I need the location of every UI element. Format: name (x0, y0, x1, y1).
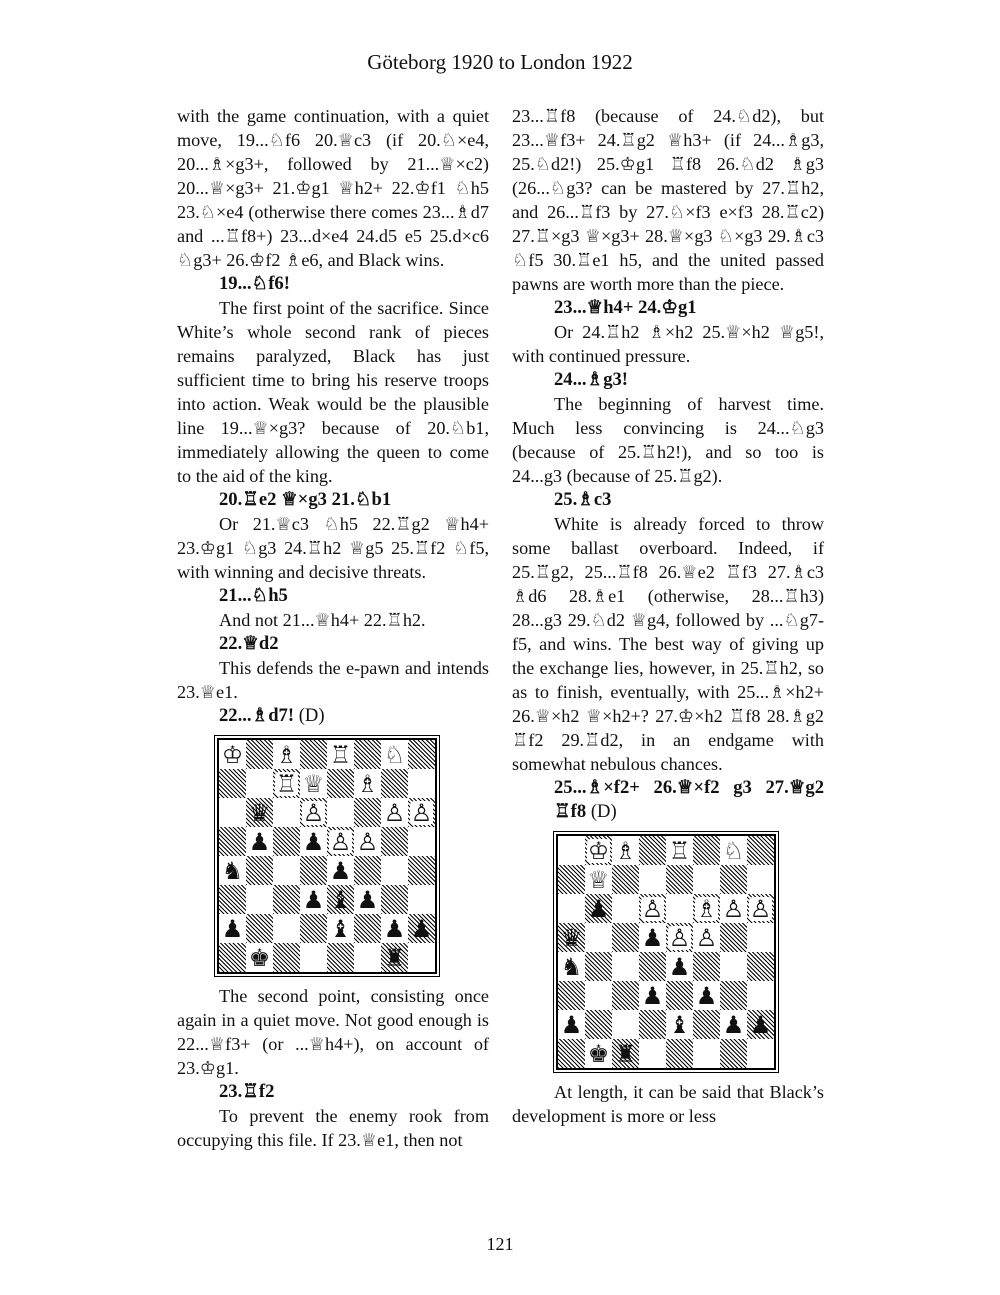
board-square (381, 827, 408, 856)
board-square (639, 836, 666, 865)
board-square (693, 894, 720, 923)
board-square (639, 894, 666, 923)
chess-piece-icon: ♗ (356, 769, 379, 798)
board-square (219, 943, 246, 972)
chess-piece-icon: ♖ (329, 740, 352, 769)
board-square (246, 827, 273, 856)
move-heading (177, 584, 489, 608)
annotation-paragraph: The second point, consisting once again in a quiet move. Not good enough is 22...♕f3+ (or ...♕h4+), on account of 23.♔g1. (177, 986, 489, 1078)
board-square (354, 856, 381, 885)
board-square (612, 1039, 639, 1068)
board-square (558, 923, 585, 952)
move-notation: 24...♗g3! (554, 369, 628, 390)
chess-piece-icon: ♟ (383, 914, 406, 943)
board-square (300, 885, 327, 914)
board-square (747, 923, 774, 952)
move-heading (177, 272, 489, 296)
board-square (585, 952, 612, 981)
board-square (219, 856, 246, 885)
chess-piece-icon: ♖ (275, 769, 298, 798)
chess-piece-icon: ♚ (248, 943, 271, 972)
board-square (273, 885, 300, 914)
board-square (747, 981, 774, 1010)
chess-piece-icon: ♙ (749, 894, 772, 923)
board-square (354, 914, 381, 943)
chess-piece-icon: ♟ (668, 952, 691, 981)
chess-piece-icon: ♖ (668, 836, 691, 865)
chess-piece-icon: ♗ (695, 894, 718, 923)
annotation-paragraph: This defends the e-pawn and intends 23.♕e1. (177, 658, 489, 702)
move-heading (177, 488, 489, 512)
board-square (612, 1010, 639, 1039)
chess-piece-icon: ♙ (329, 827, 352, 856)
chess-piece-icon: ♝ (329, 914, 352, 943)
board-square (558, 865, 585, 894)
board-square (381, 943, 408, 972)
chess-piece-icon: ♟ (329, 856, 352, 885)
board-square (408, 769, 435, 798)
chess-piece-icon: ♘ (722, 836, 745, 865)
board-square (612, 894, 639, 923)
chess-board (556, 834, 776, 1070)
board-square (720, 865, 747, 894)
board-square (273, 943, 300, 972)
board-square (246, 769, 273, 798)
move-notation: 20.♖e2 ♕×g3 21.♘b1 (219, 489, 392, 510)
move-heading (512, 296, 824, 320)
board-square (354, 769, 381, 798)
board-square (219, 798, 246, 827)
board-square (639, 952, 666, 981)
board-square (693, 1039, 720, 1068)
chess-piece-icon: ♙ (356, 827, 379, 856)
board-square (693, 923, 720, 952)
chess-piece-icon: ♞ (221, 856, 244, 885)
board-square (639, 981, 666, 1010)
chess-piece-icon: ♟ (560, 1010, 583, 1039)
board-square (381, 856, 408, 885)
board-square (354, 827, 381, 856)
board-square (585, 836, 612, 865)
board-square (747, 865, 774, 894)
board-square (327, 914, 354, 943)
board-square (300, 769, 327, 798)
board-square (585, 1010, 612, 1039)
board-square (381, 798, 408, 827)
chess-piece-icon: ♙ (641, 894, 664, 923)
board-square (720, 1010, 747, 1039)
board-square (219, 827, 246, 856)
board-square (666, 894, 693, 923)
chess-piece-icon: ♟ (221, 914, 244, 943)
board-square (219, 914, 246, 943)
board-square (720, 836, 747, 865)
chess-piece-icon: ♙ (722, 894, 745, 923)
chess-piece-icon: ♟ (722, 1010, 745, 1039)
board-square (300, 856, 327, 885)
board-square (666, 1010, 693, 1039)
move-notation: 25.♗c3 (554, 489, 612, 510)
board-square (246, 798, 273, 827)
move-notation: 23.♖f2 (219, 1081, 275, 1102)
chess-piece-icon: ♟ (749, 1010, 772, 1039)
chess-piece-icon: ♗ (275, 740, 298, 769)
board-square (747, 836, 774, 865)
board-square (693, 981, 720, 1010)
board-square (381, 769, 408, 798)
board-square (219, 885, 246, 914)
diagram-marker: (D) (294, 705, 325, 726)
chess-piece-icon: ♟ (641, 923, 664, 952)
board-square (558, 1039, 585, 1068)
board-square (408, 740, 435, 769)
board-square (273, 798, 300, 827)
board-square (639, 923, 666, 952)
chess-piece-icon: ♝ (668, 1010, 691, 1039)
move-heading (177, 632, 489, 656)
chess-piece-icon: ♚ (587, 1039, 610, 1068)
board-square (246, 856, 273, 885)
chess-piece-icon: ♟ (248, 827, 271, 856)
board-square (612, 865, 639, 894)
board-square (354, 740, 381, 769)
board-square (408, 885, 435, 914)
board-square (558, 1010, 585, 1039)
chess-piece-icon: ♟ (302, 827, 325, 856)
board-square (558, 836, 585, 865)
board-square (246, 740, 273, 769)
board-square (666, 952, 693, 981)
board-square (558, 981, 585, 1010)
board-square (408, 943, 435, 972)
board-square (354, 798, 381, 827)
board-square (300, 914, 327, 943)
chess-piece-icon: ♟ (410, 914, 433, 943)
chess-piece-icon: ♔ (221, 740, 244, 769)
board-square (666, 836, 693, 865)
board-square (354, 885, 381, 914)
chess-piece-icon: ♟ (302, 885, 325, 914)
board-square (612, 923, 639, 952)
chess-piece-icon: ♟ (695, 981, 718, 1010)
annotation-paragraph: At length, it can be said that Black’s development is more or less (512, 1082, 824, 1126)
board-square (300, 798, 327, 827)
board-square (585, 981, 612, 1010)
board-square (666, 981, 693, 1010)
chess-piece-icon: ♝ (329, 885, 352, 914)
board-square (327, 943, 354, 972)
board-square (666, 923, 693, 952)
move-notation: 23...♕h4+ 24.♔g1 (554, 297, 697, 318)
board-square (408, 914, 435, 943)
annotation-paragraph: with the game continuation, with a quiet move, 19...♘f6 20.♕c3 (if 20.♘×e4, 20...♗×g3+, followed by 21...♕×c2) 20...♕×g3+ 21.♔g1 ♕h2+ 22.♔f1 ♘h5 23.♘×e4 (otherwise there comes 23...♗d7 and ...♖f8+) 23...d×e4 24.d5 e5 25.d×c6 ♘g3+ 26.♔f2 ♗e6, and Black wins. (177, 106, 489, 270)
board-square (354, 943, 381, 972)
board-square (747, 1010, 774, 1039)
board-square (219, 740, 246, 769)
chess-piece-icon: ♛ (248, 798, 271, 827)
board-square (273, 769, 300, 798)
chess-piece-icon: ♜ (383, 943, 406, 972)
chess-piece-icon: ♔ (587, 836, 610, 865)
move-heading (177, 704, 489, 728)
board-square (693, 1010, 720, 1039)
board-square (273, 856, 300, 885)
annotation-paragraph: Or 21.♕c3 ♘h5 22.♖g2 ♕h4+ 23.♔g1 ♘g3 24.♖h2 ♕g5 25.♖f2 ♘f5, with winning and decisive threats. (177, 514, 489, 582)
annotation-paragraph: The first point of the sacrifice. Since White’s whole second rank of pieces remains paralyzed, Black has just sufficient time to bring his reserve troops into action. Weak would be the plausible line 19...♕×g3? because of 20.♘b1, immediately allowing the queen to come to the aid of the king. (177, 298, 489, 486)
board-square (327, 856, 354, 885)
chess-piece-icon: ♘ (383, 740, 406, 769)
chess-piece-icon: ♗ (614, 836, 637, 865)
move-notation: 21...♘h5 (219, 585, 288, 606)
board-square (300, 827, 327, 856)
board-square (612, 952, 639, 981)
board-square (246, 885, 273, 914)
move-notation: 19...♘f6! (219, 273, 290, 294)
chess-piece-icon: ♛ (560, 923, 583, 952)
board-square (246, 914, 273, 943)
board-square (558, 894, 585, 923)
move-notation: 22...♗d7! (219, 705, 295, 726)
move-notation: 25...♗×f2+ 26.♕×f2 g3 27.♕g2 ♖f8 (554, 777, 824, 822)
board-square (300, 943, 327, 972)
board-square (327, 798, 354, 827)
board-square (408, 827, 435, 856)
chess-diagram-2 (552, 834, 824, 1070)
right-column (512, 104, 824, 1128)
chess-piece-icon: ♕ (302, 769, 325, 798)
board-square (300, 740, 327, 769)
board-square (585, 894, 612, 923)
move-heading (512, 368, 824, 392)
board-square (408, 856, 435, 885)
board-square (327, 885, 354, 914)
board-square (747, 894, 774, 923)
board-square (666, 865, 693, 894)
board-square (612, 981, 639, 1010)
chess-piece-icon: ♞ (560, 952, 583, 981)
board-square (747, 1039, 774, 1068)
board-square (585, 923, 612, 952)
board-square (720, 894, 747, 923)
board-square (219, 769, 246, 798)
chess-piece-icon: ♟ (641, 981, 664, 1010)
move-heading (512, 776, 824, 824)
board-square (720, 952, 747, 981)
board-square (612, 836, 639, 865)
board-square (639, 865, 666, 894)
annotation-paragraph: Or 24.♖h2 ♗×h2 25.♕×h2 ♕g5!, with continued pressure. (512, 322, 824, 366)
annotation-paragraph: And not 21...♕h4+ 22.♖h2. (219, 610, 426, 630)
board-square (558, 952, 585, 981)
board-square (408, 798, 435, 827)
move-heading (512, 488, 824, 512)
board-square (273, 914, 300, 943)
board-square (273, 740, 300, 769)
annotation-paragraph: White is already forced to throw some ballast overboard. Indeed, if 25.♖g2, 25...♖f8 26.♕e2 ♖f3 27.♗c3 ♗d6 28.♗e1 (otherwise, 28...♖h3) 28...g3 29.♘d2 ♕g4, followed by ...♘g7-f5, and wins. The best way of giving up the exchange lies, however, in 25.♖h2, so as to finish, eventually, with 25...♗×h2+ 26.♕×h2 ♕×h2+? 27.♔×h2 ♖f8 28.♗g2 ♖f2 29.♖d2, in an endgame with somewhat nebulous chances. (512, 514, 824, 774)
board-square (720, 1039, 747, 1068)
left-column (177, 104, 489, 1152)
move-notation: 22.♕d2 (219, 633, 279, 654)
chess-piece-icon: ♙ (410, 798, 433, 827)
board-square (273, 827, 300, 856)
chess-piece-icon: ♕ (587, 865, 610, 894)
annotation-paragraph: The beginning of harvest time. Much less convincing is 24...♘g3 (because of 25.♖h2!), and so too is 24...g3 (because of 25.♖g2). (512, 394, 824, 486)
diagram-marker: (D) (586, 801, 617, 822)
board-square (693, 865, 720, 894)
board-square (327, 740, 354, 769)
board-square (327, 769, 354, 798)
board-square (585, 1039, 612, 1068)
board-square (639, 1010, 666, 1039)
chess-piece-icon: ♙ (383, 798, 406, 827)
chess-piece-icon: ♙ (302, 798, 325, 827)
chess-board (217, 738, 437, 974)
move-heading (177, 1080, 489, 1104)
chess-diagram-1 (217, 738, 489, 974)
chess-piece-icon: ♜ (614, 1039, 637, 1068)
chess-piece-icon: ♟ (356, 885, 379, 914)
board-square (666, 1039, 693, 1068)
annotation-paragraph: 23...♖f8 (because of 24.♘d2), but 23...♕f3+ 24.♖g2 ♕h3+ (if 24...♗g3, 25.♘d2!) 25.♔g1 ♖f8 26.♘d2 ♗g3 (26...♘g3? can be mastered by 27.♖h2, and 26...♖f3 by 27.♘×f3 e×f3 28.♖c2) 27.♖×g3 ♕×g3+ 28.♕×g3 ♘×g3 29.♗c3 ♘f5 30.♖e1 h5, and the united passed pawns are worth more than the piece. (512, 106, 824, 294)
board-square (720, 923, 747, 952)
board-square (381, 885, 408, 914)
running-header: Göteborg 1920 to London 1922 (367, 50, 633, 74)
board-square (693, 836, 720, 865)
board-square (381, 914, 408, 943)
board-square (585, 865, 612, 894)
board-square (246, 943, 273, 972)
chess-piece-icon: ♙ (695, 923, 718, 952)
board-square (381, 740, 408, 769)
chess-piece-icon: ♙ (668, 923, 691, 952)
board-square (720, 981, 747, 1010)
board-square (693, 952, 720, 981)
chess-piece-icon: ♟ (587, 894, 610, 923)
board-square (327, 827, 354, 856)
board-square (747, 952, 774, 981)
board-square (639, 1039, 666, 1068)
annotation-paragraph: To prevent the enemy rook from occupying this file. If 23.♕e1, then not (177, 1106, 489, 1150)
page-number: 121 (486, 1234, 514, 1254)
